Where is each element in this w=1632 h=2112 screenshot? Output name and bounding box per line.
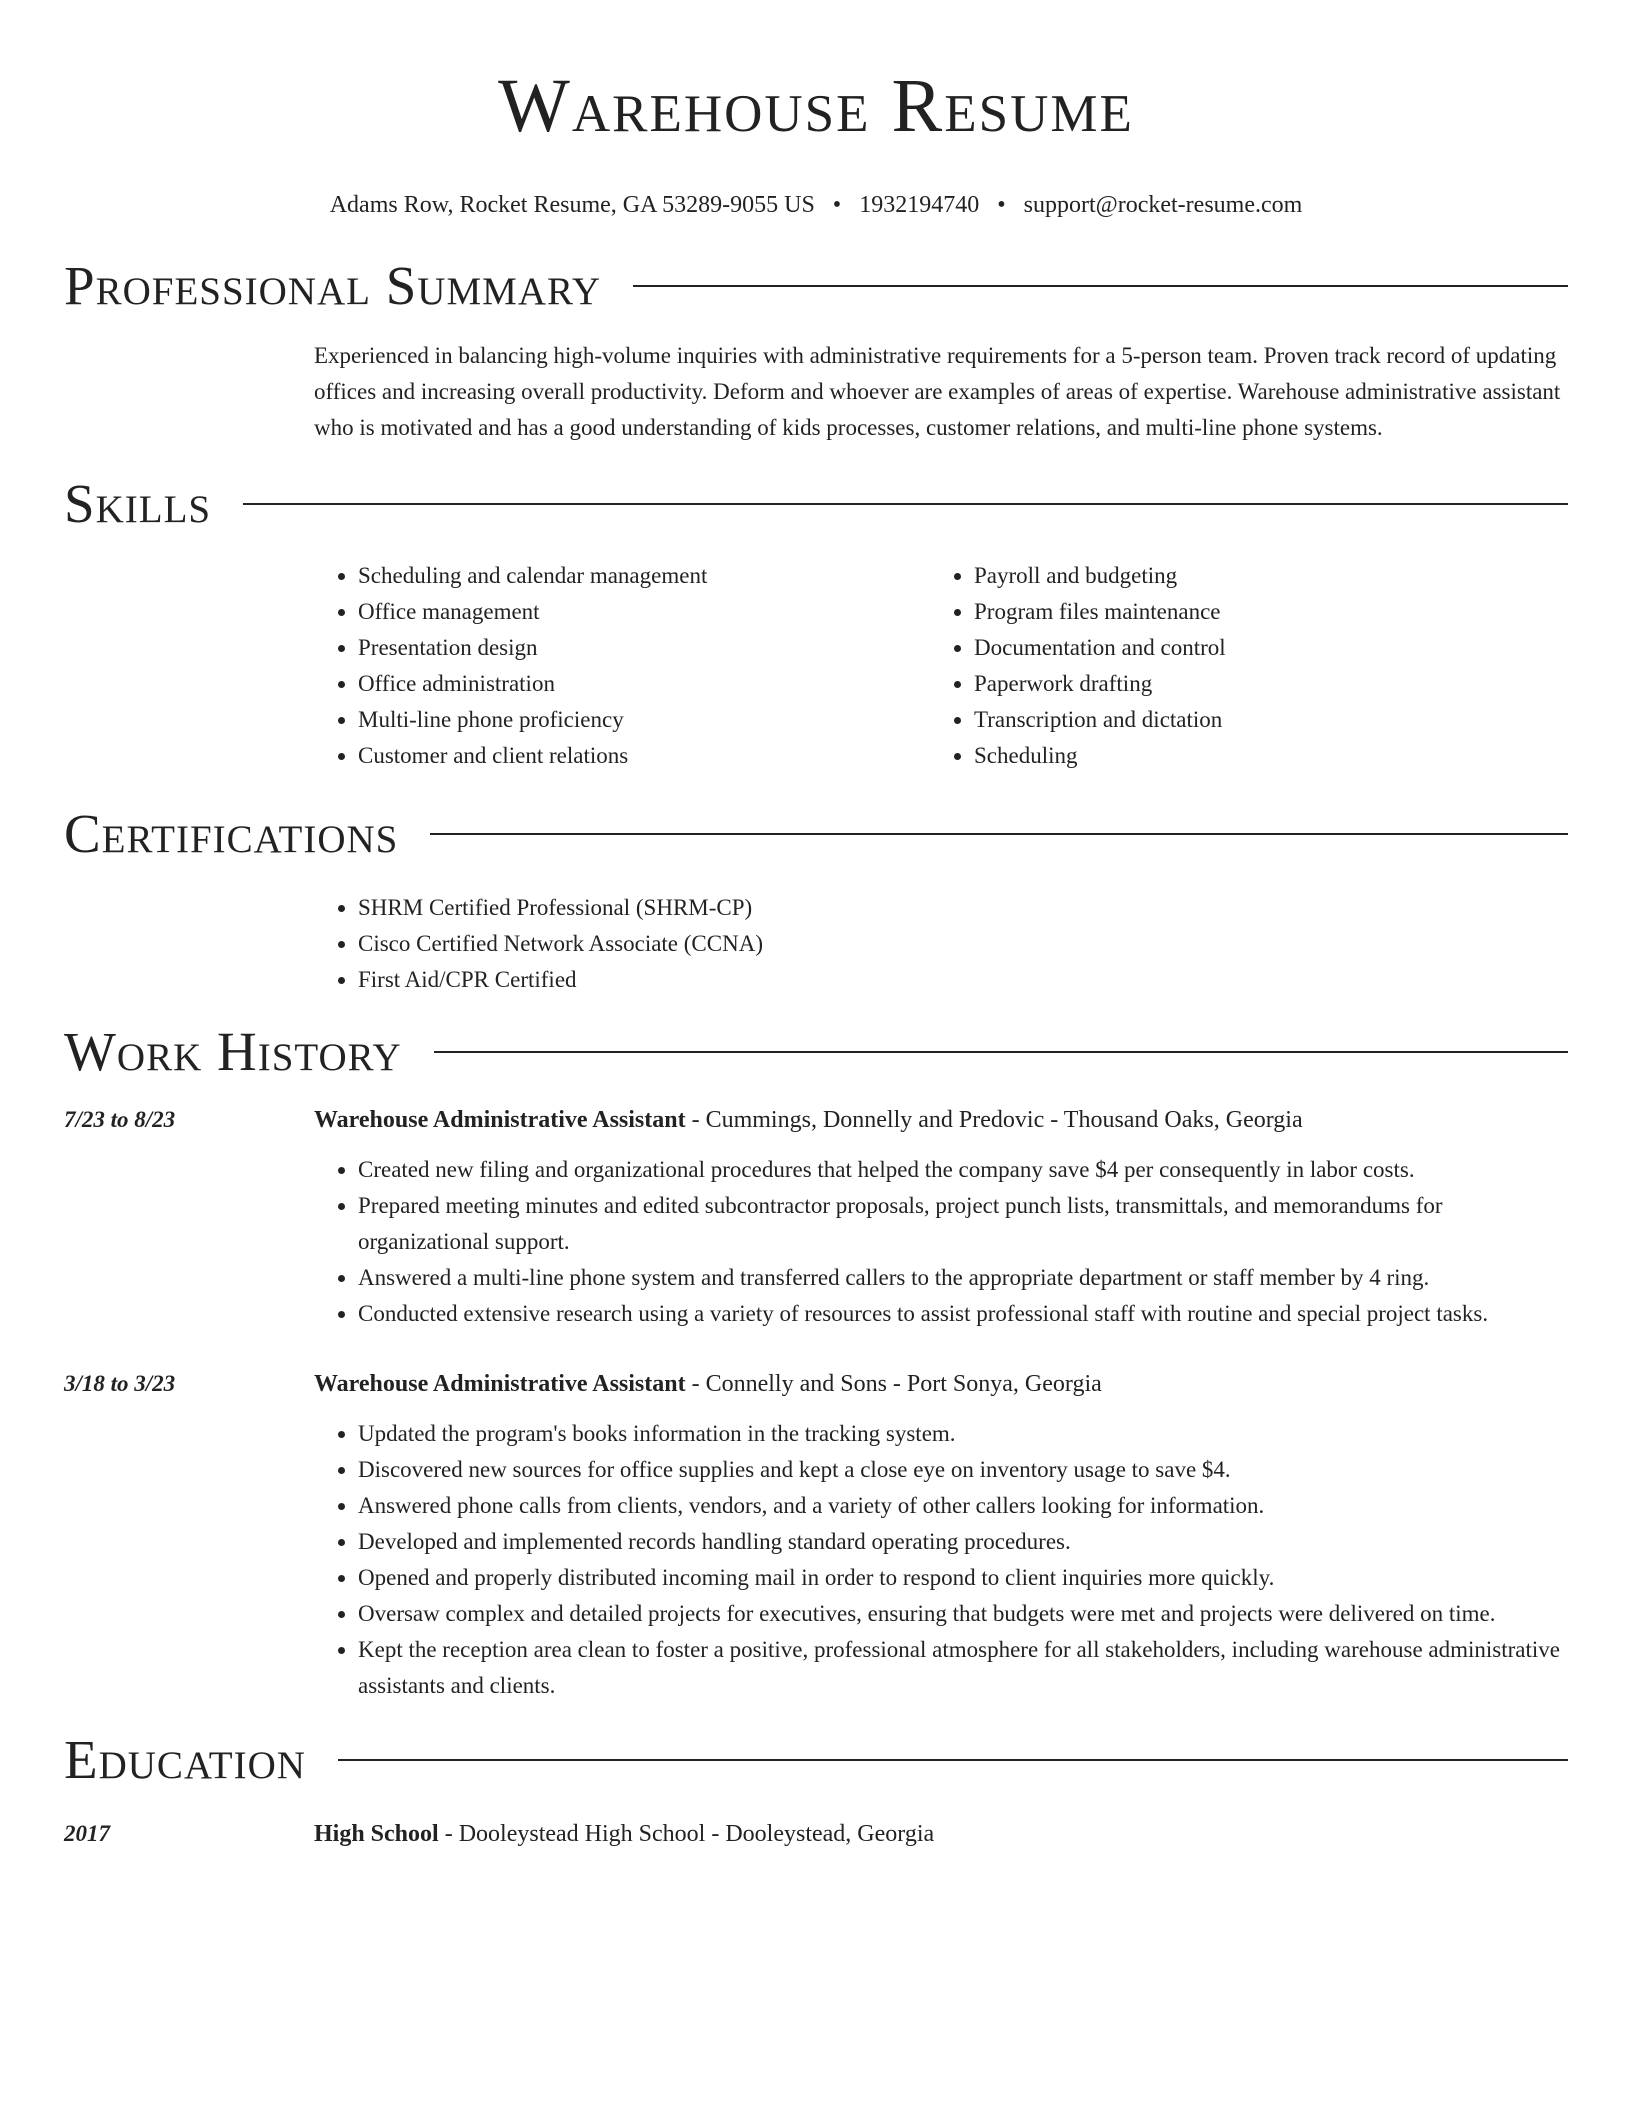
- job-bullet: • Opened and properly distributed incoming mail in order to respond to client inquiries more quickly.: [358, 1560, 1568, 1596]
- skill-item: • Office administration: [358, 666, 930, 702]
- education-title: Education: [64, 1729, 306, 1790]
- job-role: Warehouse Administrative Assistant: [314, 1107, 686, 1133]
- certification-item: • Cisco Certified Network Associate (CCNA): [358, 926, 1568, 962]
- skill-item: • Presentation design: [358, 630, 930, 666]
- skill-item: • Transcription and dictation: [974, 702, 1546, 738]
- job-bullets: [314, 1152, 1568, 1332]
- section-divider: [243, 503, 1568, 505]
- section-divider: [430, 833, 1568, 835]
- job-employer: - Cummings, Donnelly and Predovic - Thousand Oaks, Georgia: [685, 1107, 1303, 1133]
- skill-item: • Documentation and control: [974, 630, 1546, 666]
- work-title: Work History: [64, 1021, 402, 1082]
- job-bullet: • Conducted extensive research using a variety of resources to assist professional staff with routine and special project tasks.: [358, 1296, 1568, 1332]
- section-divider: [338, 1759, 1568, 1761]
- skill-item: • Program files maintenance: [974, 594, 1546, 630]
- job-entry: [64, 1366, 1568, 1704]
- job-bullet: • Created new filing and organizational procedures that helped the company save $4 per consequently in labor costs.: [358, 1152, 1568, 1188]
- education-year: 2017: [64, 1821, 110, 1846]
- job-bullet: • Answered phone calls from clients, vendors, and a variety of other callers looking for information.: [358, 1488, 1568, 1524]
- resume-name: Warehouse Resume: [498, 64, 1134, 148]
- certifications-title: Certifications: [64, 803, 399, 864]
- contact-email: support@rocket-resume.com: [1023, 192, 1303, 218]
- skill-item: • Office management: [358, 594, 930, 630]
- contact-address: Adams Row, Rocket Resume, GA 53289-9055 US: [329, 192, 815, 218]
- contact-separator: •: [997, 192, 1006, 218]
- education-heading: [314, 1816, 934, 1852]
- skill-item: • Scheduling and calendar management: [358, 558, 930, 594]
- job-bullets: [314, 1416, 1568, 1704]
- job-bullet: • Developed and implemented records handling standard operating procedures.: [358, 1524, 1568, 1560]
- education-section-header: [64, 1728, 1568, 1792]
- job-employer: - Connelly and Sons - Port Sonya, Georgia: [685, 1371, 1102, 1397]
- job-heading: [314, 1366, 1102, 1402]
- job-dates: 7/23 to 8/23: [64, 1107, 176, 1132]
- job-entry: [64, 1102, 1568, 1332]
- certifications-section-header: [64, 802, 1568, 866]
- work-section-header: [64, 1020, 1568, 1084]
- certification-item: • SHRM Certified Professional (SHRM-CP): [358, 890, 1568, 926]
- skills-section-header: [64, 472, 1568, 536]
- summary-section-header: [64, 254, 1568, 318]
- job-bullet: • Prepared meeting minutes and edited subcontractor proposals, project punch lists, transmittals, and memorandums for organizational support.: [358, 1188, 1568, 1260]
- skill-item: • Multi-line phone proficiency: [358, 702, 930, 738]
- skill-item: • Payroll and budgeting: [974, 558, 1546, 594]
- summary-title: Professional Summary: [64, 255, 602, 316]
- job-dates: 3/18 to 3/23: [64, 1371, 176, 1396]
- job-bullet: • Oversaw complex and detailed projects for executives, ensuring that budgets were met and projects were delivered on time.: [358, 1596, 1568, 1632]
- skills-column-right: [930, 558, 1546, 774]
- job-heading: [314, 1102, 1303, 1138]
- contact-separator: •: [832, 192, 842, 218]
- skills-title: Skills: [64, 473, 212, 534]
- skills-list: [314, 558, 1568, 774]
- skill-item: • Paperwork drafting: [974, 666, 1546, 702]
- education-entry: [64, 1816, 1568, 1852]
- skills-column-left: [314, 558, 930, 774]
- section-divider: [434, 1051, 1568, 1053]
- contact-phone: 1932194740: [859, 192, 980, 218]
- certifications-list: [314, 890, 1568, 998]
- education-degree: High School: [314, 1821, 439, 1847]
- skill-item: • Scheduling: [974, 738, 1546, 774]
- contact-line: [64, 190, 1568, 220]
- skill-item: • Customer and client relations: [358, 738, 930, 774]
- summary-text: Experienced in balancing high-volume inquiries with administrative requirements for a 5-person team. Proven track record of updating offices and increasing overall productivity. Deform and whoever are examples of areas of expertise. Warehouse administrative assistant who is motivated and has a good understanding of kids processes, customer relations, and multi-line phone systems.: [314, 343, 1561, 440]
- job-role: Warehouse Administrative Assistant: [314, 1371, 686, 1397]
- job-bullet: • Kept the reception area clean to foster a positive, professional atmosphere for all stakeholders, including warehouse administrative assistants and clients.: [358, 1632, 1568, 1704]
- certification-item: • First Aid/CPR Certified: [358, 962, 1568, 998]
- job-bullet: • Discovered new sources for office supplies and kept a close eye on inventory usage to save $4.: [358, 1452, 1568, 1488]
- section-divider: [633, 285, 1568, 287]
- job-bullet: • Updated the program's books information in the tracking system.: [358, 1416, 1568, 1452]
- education-school: - Dooleystead High School - Dooleystead, Georgia: [438, 1821, 935, 1847]
- job-bullet: • Answered a multi-line phone system and transferred callers to the appropriate department or staff member by 4 ring.: [358, 1260, 1568, 1296]
